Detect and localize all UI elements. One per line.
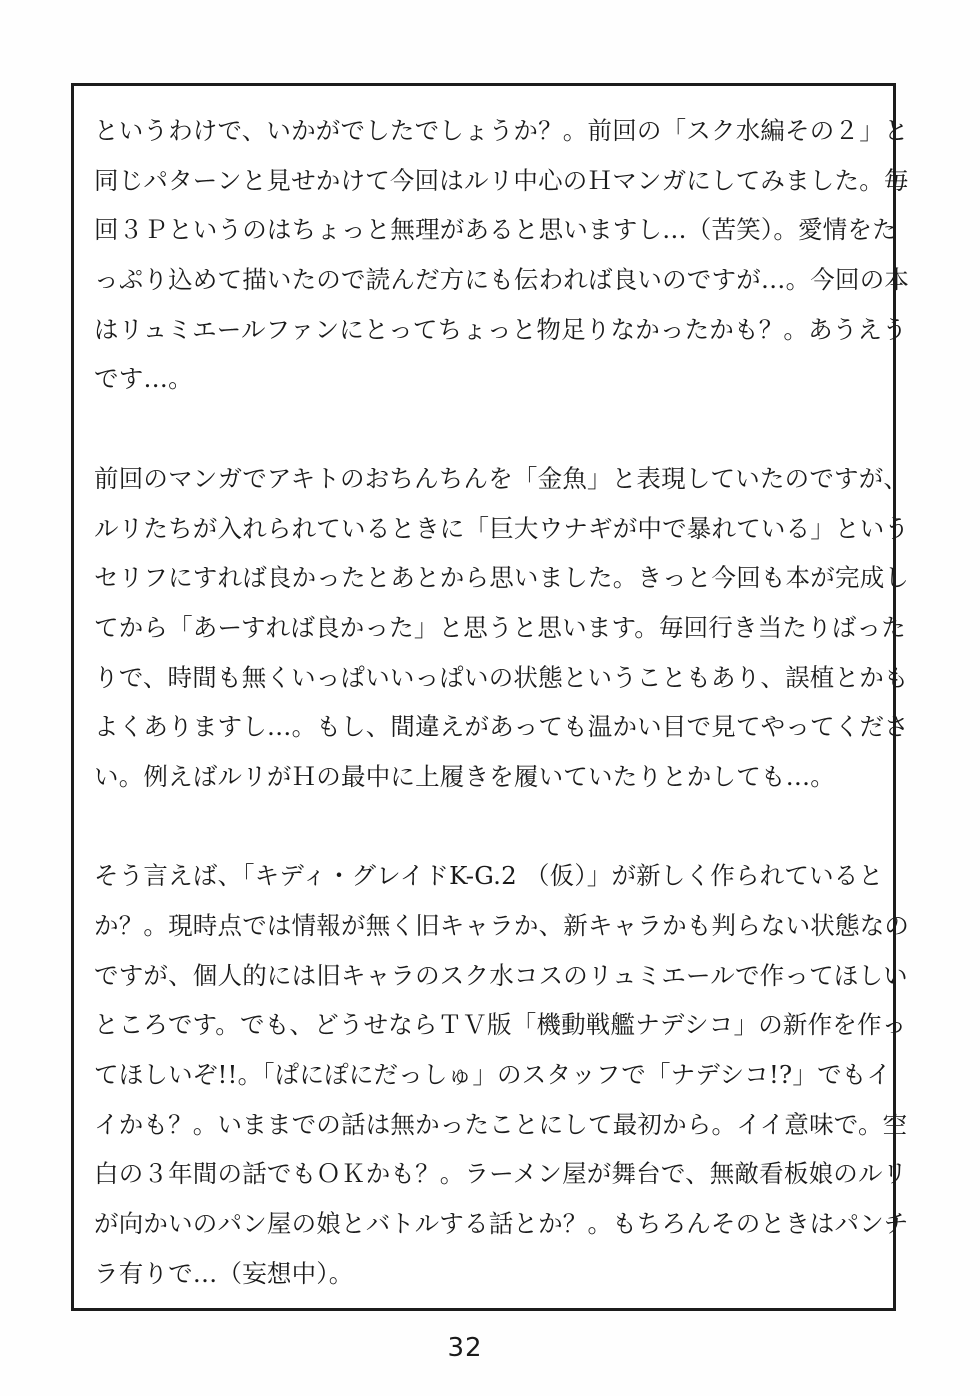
text-line: てほしいぞ!!。「ぱにぽにだっしゅ」のスタッフで「ナデシコ!?」でもイ bbox=[94, 1060, 892, 1090]
paragraph-3 bbox=[94, 851, 910, 1298]
text-line: です…。 bbox=[94, 364, 193, 394]
page-number: 32 bbox=[447, 1333, 483, 1363]
text-line: 同じパターンと見せかけて今回はルリ中心のＨマンガにしてみました。毎 bbox=[94, 165, 909, 195]
afterword-text-box bbox=[71, 83, 910, 1311]
text-line: い。例えばルリがＨの最中に上履きを履いていたりとかしても…。 bbox=[94, 761, 835, 791]
afterword-text bbox=[94, 106, 910, 1299]
text-line: 回３Ｐというのはちょっと無理があると思いますし…（苦笑）。愛情をた bbox=[94, 215, 897, 245]
text-line: セリフにすれば良かったとあとから思いました。きっと今回も本が完成し bbox=[94, 563, 910, 593]
paragraph-2 bbox=[94, 454, 910, 802]
text-line: 前回のマンガでアキトのおちんちんを「金魚」と表現していたのですが、 bbox=[94, 463, 909, 493]
text-line: というわけで、いかがでしたでしょうか？。前回の「スク水編その２」と bbox=[94, 116, 909, 145]
text-line: ラ有りで…（妄想中）。 bbox=[94, 1258, 354, 1288]
text-line: っぷり込めて描いたので読んだ方にも伝われば良いのですが…。今回の本 bbox=[94, 265, 910, 295]
paragraph-spacer bbox=[94, 802, 879, 852]
text-line: はリュミエールファンにとってちょっと物足りなかったかも？。あうえう bbox=[94, 314, 907, 344]
text-line: そう言えば、「キディ・グレイドK-G.2 （仮）」が新しく作られていると bbox=[94, 861, 884, 891]
text-line: ですが、個人的には旧キャラのスク水コスのリュミエールで作ってほしい bbox=[94, 960, 908, 990]
text-line: が向かいのパン屋の娘とバトルする話とか？。もちろんそのときはパンチ bbox=[94, 1209, 909, 1239]
text-line: ところです。でも、どうせならＴＶ版「機動戦艦ナデシコ」の新作を作っ bbox=[94, 1010, 907, 1040]
text-line: りで、時間も無くいっぱいいっぱいの状態ということもあり、誤植とかも bbox=[94, 662, 909, 692]
paragraph-1 bbox=[94, 106, 910, 404]
paragraph-spacer bbox=[94, 404, 879, 454]
text-line: よくありますし…。もし、間違えがあっても温かい目で見てやってくださ bbox=[94, 712, 909, 742]
text-line: か？。現時点では情報が無く旧キャラか、新キャラかも判らない状態なの bbox=[94, 911, 910, 940]
text-line: イかも？。いままでの話は無かったことにして最初から。イイ意味で。空 bbox=[94, 1109, 908, 1139]
text-line: てから「あーすれば良かった」と思うと思います。毎回行き当たりばった bbox=[94, 612, 906, 642]
text-line: 白の３年間の話でもＯＫかも？。ラーメン屋が舞台で、無敵看板娘のルリ bbox=[94, 1159, 908, 1189]
text-line: ルリたちが入れられているときに「巨大ウナギが中で暴れている」という bbox=[94, 513, 910, 543]
